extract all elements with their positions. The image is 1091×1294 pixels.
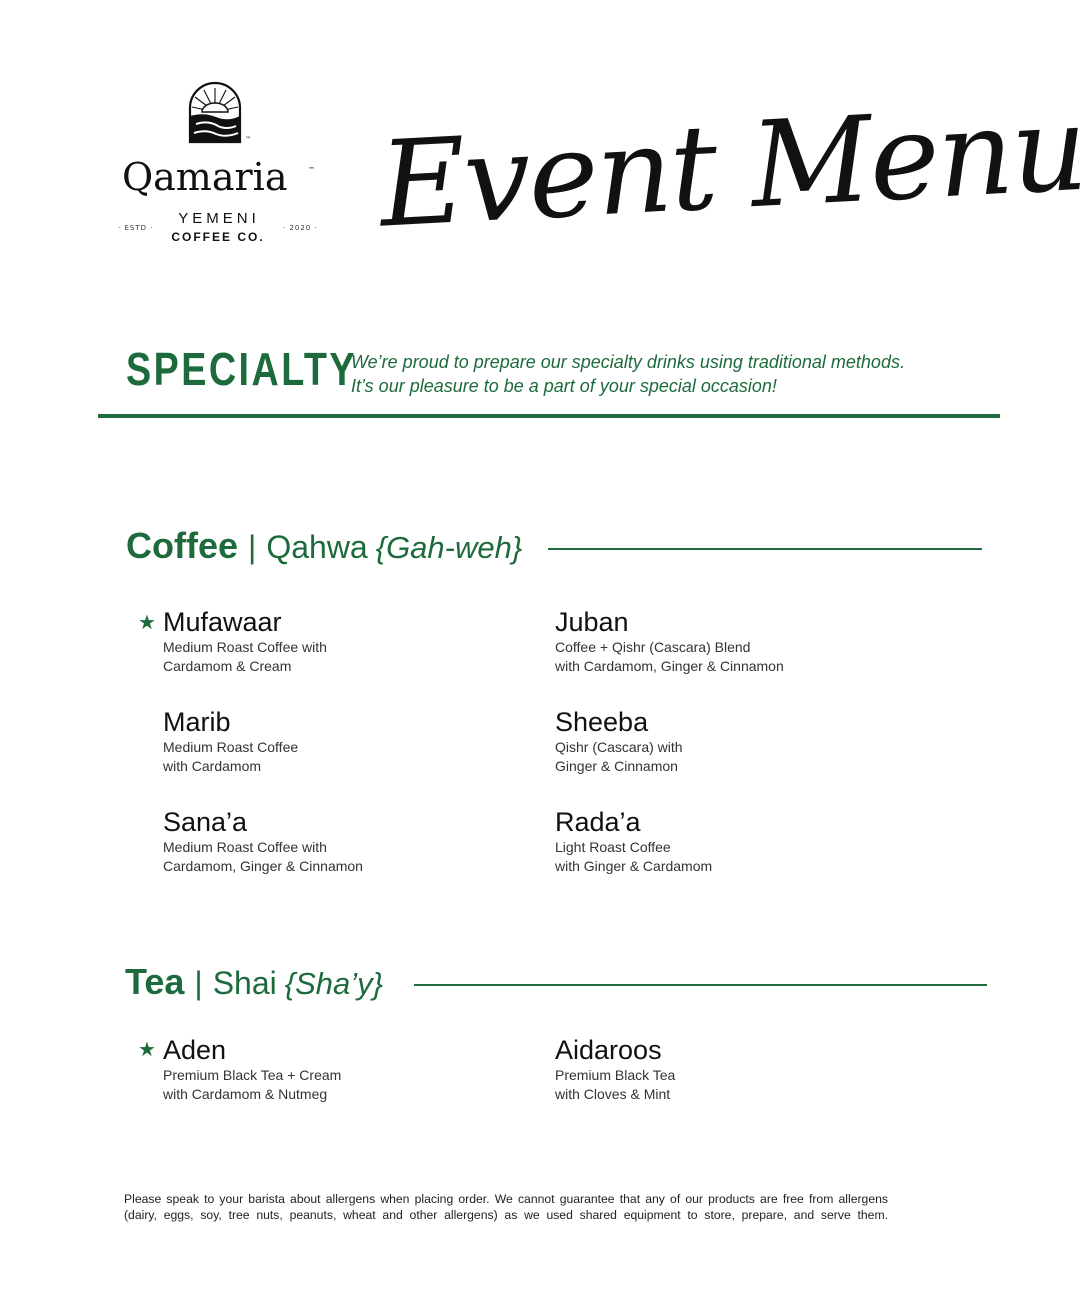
brand-tagline: COFFEE CO. bbox=[171, 230, 265, 244]
menu-item-description: with Cloves & Mint bbox=[555, 1086, 671, 1102]
menu-item-name: Marib bbox=[163, 707, 231, 737]
specialty-tagline-line2: It’s our pleasure to be a part of your special occasion! bbox=[351, 376, 777, 396]
menu-item-description: with Cardamom & Nutmeg bbox=[163, 1086, 328, 1102]
sun-dunes-emblem-icon bbox=[186, 82, 244, 144]
menu-item-description: Light Roast Coffee bbox=[555, 839, 671, 855]
menu-item-description: Ginger & Cinnamon bbox=[555, 758, 678, 774]
menu-item-description: with Cardamom, Ginger & Cinnamon bbox=[555, 658, 784, 674]
menu-item-name: Aden bbox=[163, 1035, 227, 1065]
menu-item-name: Rada’a bbox=[555, 807, 641, 837]
disclaimer-line1: Please speak to your barista about allergens when placing order. We cannot guarantee that any of our products are free from allergens bbox=[124, 1192, 888, 1206]
menu-item-description: Qishr (Cascara) with bbox=[555, 739, 683, 755]
menu-item-description: Coffee + Qishr (Cascara) Blend bbox=[555, 639, 751, 655]
menu-item bbox=[555, 806, 885, 876]
menu-item-name: Sheeba bbox=[555, 707, 649, 737]
tea-section-heading bbox=[125, 960, 383, 1012]
menu-item-description: with Cardamom bbox=[163, 758, 262, 774]
menu-item bbox=[555, 706, 885, 776]
coffee-section-heading bbox=[126, 524, 522, 576]
menu-item-name: Juban bbox=[555, 607, 629, 637]
star-icon: ★ bbox=[138, 1037, 156, 1061]
menu-item-description: Cardamom, Ginger & Cinnamon bbox=[163, 858, 363, 874]
coffee-heading-phonetic: {Gah-weh} bbox=[375, 530, 523, 565]
tea-heading-name: Tea bbox=[125, 961, 185, 1002]
menu-item bbox=[163, 806, 493, 876]
menu-item bbox=[555, 606, 885, 676]
allergen-disclaimer bbox=[124, 1191, 888, 1223]
page-title: Event Menu bbox=[376, 78, 1089, 254]
tea-heading-separator: | bbox=[194, 965, 203, 1001]
tea-section-divider bbox=[414, 984, 987, 986]
menu-item-description: with Ginger & Cardamom bbox=[555, 858, 713, 874]
brand-trademark: ™ bbox=[308, 166, 315, 174]
specialty-heading: SPECIALTY bbox=[126, 343, 358, 395]
menu-item-description: Premium Black Tea + Cream bbox=[163, 1067, 342, 1083]
tea-heading-phonetic: {Sha’y} bbox=[284, 966, 383, 1001]
brand-year: · 2020 · bbox=[283, 224, 318, 232]
menu-item-description: Premium Black Tea bbox=[555, 1067, 676, 1083]
star-icon: ★ bbox=[138, 610, 156, 634]
brand-logo bbox=[118, 82, 318, 252]
menu-item bbox=[555, 1034, 885, 1104]
menu-item-name: Sana’a bbox=[163, 807, 248, 837]
brand-estd: · ESTD · bbox=[118, 224, 154, 232]
menu-item-name: Mufawaar bbox=[163, 607, 282, 637]
menu-item-name: Aidaroos bbox=[555, 1035, 662, 1065]
coffee-heading-name: Coffee bbox=[126, 525, 239, 566]
menu-item bbox=[163, 606, 493, 676]
coffee-section-divider bbox=[548, 548, 982, 550]
emblem-trademark: ™ bbox=[245, 136, 251, 143]
specialty-tagline-line1: We’re proud to prepare our specialty drinks using traditional methods. bbox=[351, 352, 905, 372]
brand-subtitle: YEMENI bbox=[178, 210, 260, 227]
brand-name: Qamaria bbox=[122, 155, 288, 199]
tea-heading-local: Shai bbox=[212, 965, 277, 1001]
menu-item bbox=[163, 1034, 493, 1104]
menu-item-description: Medium Roast Coffee with bbox=[163, 639, 327, 655]
specialty-divider bbox=[98, 414, 1000, 418]
menu-item-description: Medium Roast Coffee with bbox=[163, 839, 327, 855]
menu-item-description: Cardamom & Cream bbox=[163, 658, 292, 674]
coffee-heading-separator: | bbox=[248, 529, 257, 565]
disclaimer-line2: (dairy, eggs, soy, tree nuts, peanuts, wheat and other allergens) as we used shared equipment to store, prepare, and serve them. bbox=[124, 1208, 888, 1222]
coffee-heading-local: Qahwa bbox=[266, 529, 368, 565]
menu-item bbox=[163, 706, 493, 776]
menu-item-description: Medium Roast Coffee bbox=[163, 739, 299, 755]
